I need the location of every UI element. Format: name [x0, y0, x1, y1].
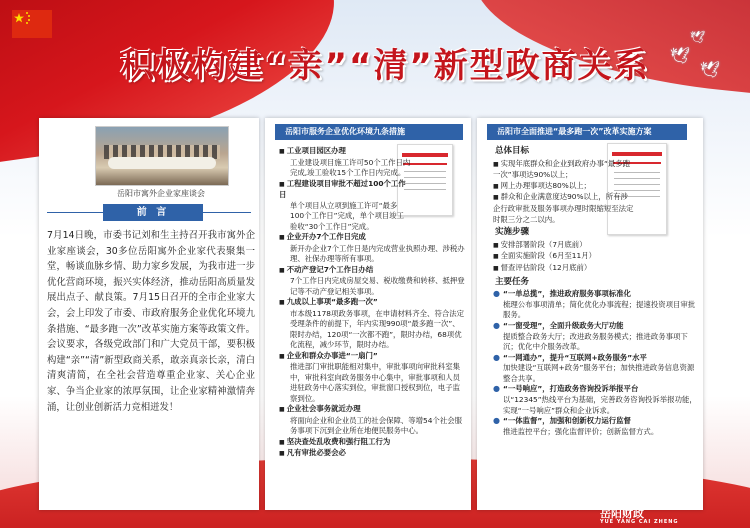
dove-icon: 🕊	[670, 46, 691, 65]
task-heading: ● “一单总揽”，推进政府服务事项标准化	[493, 289, 697, 300]
task-heading: ● “一体监督”，加强和创新权力运行监督	[493, 416, 697, 427]
list-item: ■ 企业和群众办事进“一扇门” 推进部门审批职能相对集中，审批事项向审批科室集中，审批科室向政务服务中心集中，审批事项和人员进驻政务中心落实到位，审批窗口授权到位，电子监察到位。	[279, 351, 465, 405]
list-item: ■ 实现年底群众和企业到政府办事“最多跑一次”事项达90%以上；	[493, 159, 697, 181]
list-item: ■ 全面实施阶段（6月至11月）	[493, 251, 697, 263]
nine-measures-panel	[265, 118, 471, 510]
page-title: 积极构建“亲”“清”新型政商关系	[120, 46, 650, 86]
task-detail: 加快建设“互联网+政务”服务平台；加快推进政务信息资源整合共享。	[503, 363, 695, 383]
reform-plan-panel	[477, 118, 703, 510]
list-item: ■ 工程建设项目审批不超过100个工作日 单个项目从立项到施工许可“最多100个工作日”完成，单个项目竣工验收“30个工作日”完成。	[279, 179, 465, 233]
task-detail: 推进监控平台；强化监督评价；创新监督方式。	[503, 426, 659, 436]
task-heading: ● “一网通办”，提升“互联网+政务服务”水平	[493, 353, 697, 364]
list-item: ■ 群众和企业满意度达90%以上，所有涉企行政审批及服务事项办理时限缩短至法定时限三分之二以内。	[493, 192, 697, 225]
section-heading: 主要任务	[495, 276, 530, 287]
list-item: ■ 坚决查处乱收费和强行阻工行为	[279, 437, 465, 449]
meeting-photo	[95, 126, 229, 186]
list-item: ■ 网上办理事项达80%以上；	[493, 181, 697, 193]
task-detail: 以“12345”热线平台为基础，完善政务咨询投诉举报功能，实现“一号响应”群众和企业诉求。	[503, 395, 697, 415]
section-heading: 实施步骤	[495, 227, 530, 238]
list-item: ■ 企业社会事务就近办理 将面向企业和企业员工的社会保障、等增54个社会服务事项下沉到企业所在地便民服务中心。	[279, 404, 465, 437]
list-item: ■ 督查评估阶段（12月底前）	[493, 263, 697, 275]
foreword-text: 7月14日晚，市委书记刘和生主持召开我市寓外企业家座谈会，30多位岳阳寓外企业家代表聚集一堂，畅谈血脉乡情、助力家乡发展，为我市进一步优化营商环境，振兴实体经济，推动岳阳高质量发展出点子、献良策。7月15日召开的全市企业家大会，会上印发了市委、市政府服务企业优化环境九条措施、“最多跑一次”改革实施方案等政策文件。会议要求，各级党政部门和广大党员干部，要积极构建“亲”“清”新型政商关系，敢亲真亲长亲，清白清爽清简，在全社会营造尊重企业家、关心企业家、争当企业家的浓厚氛围，让企业家精神激情奔涌，让创业创新活力竞相迸发！	[47, 230, 255, 413]
list-item: ■ 凡有审批必要会必	[279, 448, 465, 460]
reform-plan-list	[493, 144, 697, 437]
section-heading: 总体目标	[495, 146, 530, 156]
dove-icon: 🕊	[700, 60, 721, 79]
task-detail: 梳理公布事项清单；简化优化办事流程；提速投资项目审批服务。	[503, 299, 696, 320]
list-item: ■ 安排部署阶段（7月底前）	[493, 240, 697, 252]
task-heading: ● “一号响应”，打造政务咨询投诉举报平台	[493, 384, 697, 395]
list-item: ■ 企业开办7个工作日完成 新开办企业7个工作日是内完成营业执照办理、涉税办理、社保办理等所有事项。	[279, 232, 465, 265]
photo-caption: 岳阳市寓外企业家座谈会	[117, 189, 205, 198]
list-item: ■ 九成以上事项“最多跑一次” 市本级1178项政务事项，在申请材料齐全、符合法定受理条件的前提下，年内实现990项“最多跑一次”、限时办结，120项“一次都不跑”，限时办结，68项优化流程，减少环节，限时办结。	[279, 297, 465, 351]
brand-pinyin: YUE YANG CAI ZHENG	[600, 519, 679, 525]
list-item: ■ 不动产登记7个工作日办结 7个工作日内完成房屋交易、税收缴费和转移、抵押登记等不动产登记相关事项。	[279, 265, 465, 298]
task-detail: 提质整合政务大厅；改进政务服务模式；推进政务事项下沉；优化中介服务改革。	[503, 331, 688, 352]
foreword-heading: 前 言	[103, 204, 203, 221]
brand-logo	[600, 508, 690, 526]
brand-name: 岳阳财政	[600, 507, 644, 520]
dove-icon: 🕊	[690, 30, 706, 44]
task-heading: ● “一窗受理”，全面升级政务大厅功能	[493, 321, 697, 332]
list-item: ■ 工业项目园区办理 工业建设项目施工许可50个工作日内完成,竣工验收15个工作日内完成。	[279, 146, 465, 179]
foreword-panel	[39, 118, 259, 510]
nine-measures-header: 岳阳市服务企业优化环境九条措施	[275, 124, 463, 140]
reform-plan-header: 岳阳市全面推进“最多跑一次”改革实施方案	[487, 124, 687, 140]
measures-list	[279, 146, 465, 460]
china-flag-icon	[12, 10, 52, 38]
